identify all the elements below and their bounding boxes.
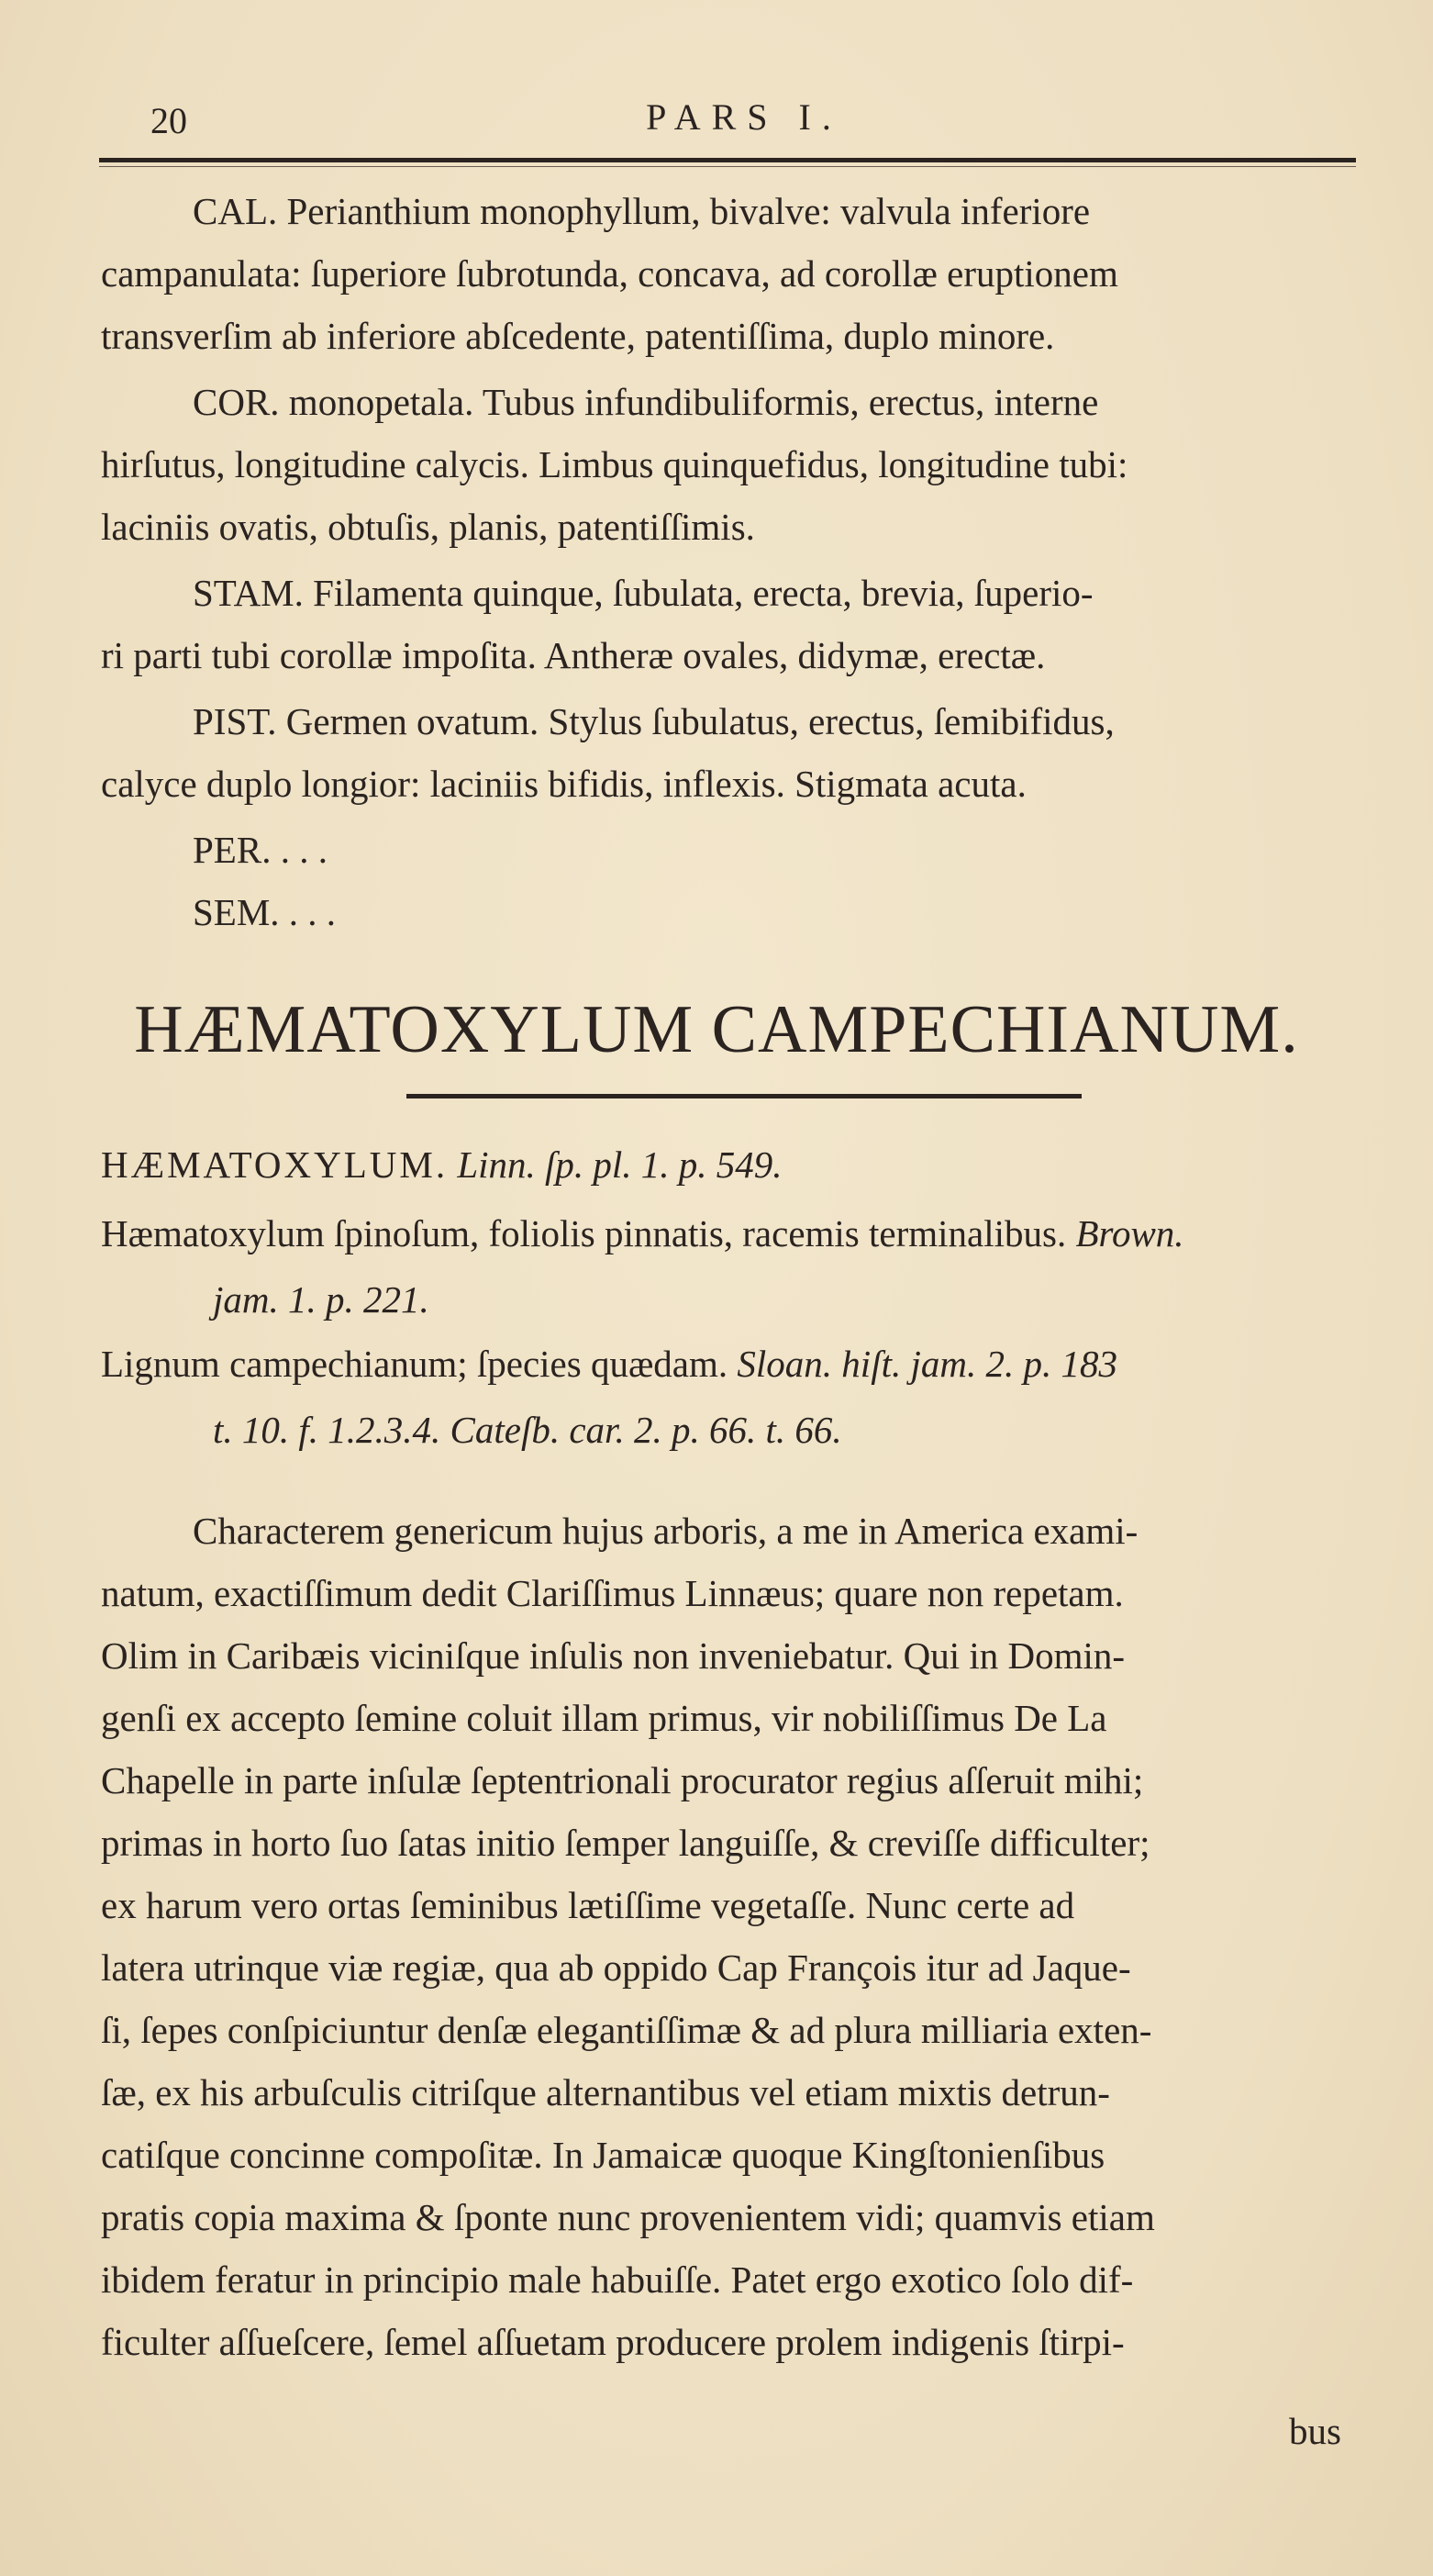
seed-paragraph — [101, 881, 1349, 943]
synonym-linnaeus — [101, 1143, 783, 1187]
text-line: CAL. Perianthium monophyllum, bivalve: valvula inferiore — [193, 190, 1091, 232]
page-header — [138, 92, 1350, 147]
text-line: ſi, ſepes conſpiciuntur denſæ elegantiſſimæ & ad plura milliaria exten- — [101, 2009, 1152, 2051]
text-line: PER. . . . — [193, 829, 328, 871]
pistil-paragraph — [101, 690, 1349, 815]
text-line: transverſim ab inferiore abſcedente, patentiſſima, duplo minore. — [101, 315, 1055, 357]
text-line: genſi ex accepto ſemine coluit illam primus, vir nobiliſſimus De La — [101, 1697, 1107, 1739]
page-number: 20 — [150, 100, 187, 141]
calyx-paragraph — [101, 180, 1349, 367]
header-rule — [99, 158, 1356, 162]
synonym-genus-name: HÆMATOXYLUM. — [101, 1143, 449, 1186]
text-line: primas in horto ſuo ſatas initio ſemper languiſſe, & creviſſe difficulter; — [101, 1822, 1150, 1864]
synonym-text: Lignum campechianum; ſpecies quædam. — [101, 1343, 728, 1385]
text-line: Olim in Caribæis viciniſque inſulis non inveniebatur. Qui in Domin- — [101, 1634, 1126, 1677]
running-title: PARS I. — [646, 96, 842, 138]
stamen-paragraph — [101, 562, 1349, 686]
text-line: calyce duplo longior: laciniis bifidis, inflexis. Stigmata acuta. — [101, 763, 1027, 805]
text-line: ri parti tubi corollæ impoſita. Antheræ ovales, didymæ, erectæ. — [101, 634, 1046, 676]
text-line: ſæ, ex his arbuſculis citriſque alternantibus vel etiam mixtis detrun- — [101, 2071, 1110, 2113]
text-line: catiſque concinne compoſitæ. In Jamaicæ quoque Kingſtonienſibus — [101, 2134, 1105, 2176]
body-paragraph — [101, 1500, 1349, 2373]
text-line: campanulata: ſuperiore ſubrotunda, concava, ad corollæ eruptionem — [101, 252, 1118, 295]
text-line: ibidem feratur in principio male habuiſſe. Patet ergo exotico ſolo dif- — [101, 2258, 1134, 2301]
species-title: HÆMATOXYLUM CAMPECHIANUM. — [134, 992, 1299, 1067]
synonym-reference: Linn. ſp. pl. 1. p. 549. — [457, 1143, 783, 1186]
synonym-reference: jam. 1. p. 221. — [213, 1278, 429, 1321]
text-line: Characterem genericum hujus arboris, a me in America exami- — [193, 1510, 1139, 1552]
synonym-sloane — [101, 1342, 1117, 1386]
synonym-text: Hæmatoxylum ſpinoſum, foliolis pinnatis, racemis terminalibus. — [101, 1212, 1067, 1255]
synonym-reference: t. 10. f. 1.2.3.4. Cateſb. car. 2. p. 66. t. 66. — [213, 1409, 842, 1451]
synonym-reference: Sloan. hiſt. jam. 2. p. 183 — [737, 1343, 1117, 1385]
text-line: ficulter aſſueſcere, ſemel aſſuetam producere prolem indigenis ſtirpi- — [101, 2321, 1125, 2363]
pericarp-paragraph — [101, 819, 1349, 881]
text-line: latera utrinque viæ regiæ, qua ab oppido Cap François itur ad Jaque- — [101, 1946, 1131, 1989]
text-line: COR. monopetala. Tubus infundibuliformis, erectus, interne — [193, 381, 1099, 423]
text-line: STAM. Filamenta quinque, ſubulata, erecta, brevia, ſuperio- — [193, 572, 1094, 614]
text-line: natum, exactiſſimum dedit Clariſſimus Linnæus; quare non repetam. — [101, 1572, 1124, 1614]
text-line: Chapelle in parte inſulæ ſeptentrionali procurator regius aſſeruit mihi; — [101, 1759, 1144, 1801]
text-line: PIST. Germen ovatum. Stylus ſubulatus, erectus, ſemibifidus, — [193, 700, 1115, 742]
corolla-paragraph — [101, 371, 1349, 558]
title-rule — [406, 1094, 1082, 1098]
text-line: SEM. . . . — [193, 891, 337, 933]
text-line: pratis copia maxima & ſponte nunc provenientem vidi; quamvis etiam — [101, 2196, 1155, 2238]
text-line: hirſutus, longitudine calycis. Limbus quinquefidus, longitudine tubi: — [101, 443, 1128, 485]
header-rule-thin — [99, 166, 1356, 167]
synonym-author: Brown. — [1075, 1212, 1184, 1255]
synonym-browne — [101, 1211, 1184, 1255]
catchword: bus — [1289, 2410, 1341, 2452]
text-line: laciniis ovatis, obtuſis, planis, patentiſſimis. — [101, 506, 755, 548]
text-line: ex harum vero ortas ſeminibus lætiſſime vegetaſſe. Nunc certe ad — [101, 1884, 1075, 1926]
